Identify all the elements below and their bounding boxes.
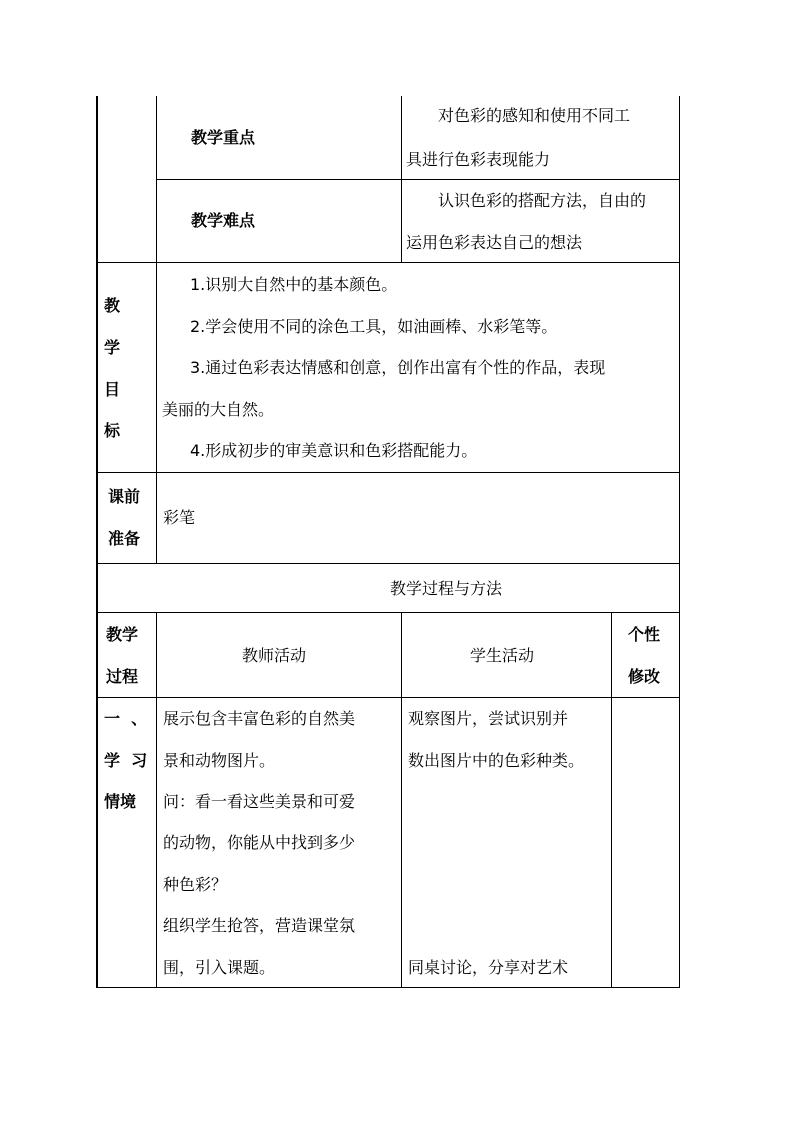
- difficulty-text-line1: 认识色彩的搭配方法，自由的: [438, 191, 647, 210]
- rule-v-prep: [156, 472, 157, 564]
- focus-label: 教学重点: [191, 128, 256, 147]
- teacher-line-6: 组织学生抢答，营造课堂氛: [163, 916, 356, 935]
- teacher-line-2: 景和动物图片。: [163, 751, 276, 770]
- rule-v-label-top: [156, 96, 157, 263]
- rule-v-col3: [611, 612, 612, 988]
- goal-item-3: 3.通过色彩表达情感和创意，创作出富有个性的作品，表现: [190, 358, 606, 377]
- focus-text-line2: 具进行色彩表现能力: [406, 150, 551, 169]
- prep-value: 彩笔: [163, 508, 196, 527]
- teacher-line-7: 围，引入课题。: [163, 958, 276, 977]
- goals-label-char-1: 教: [104, 296, 121, 315]
- header-col1-line2: 过程: [106, 667, 139, 686]
- student-line-1: 观察图片，尝试识别并: [408, 709, 569, 728]
- rule-v-col1: [156, 612, 157, 988]
- rule-goals-bottom: [96, 472, 680, 473]
- goals-label-char-2: 学: [104, 338, 121, 357]
- goal-item-1: 1.识别大自然中的基本颜色。: [190, 275, 398, 294]
- prep-label-line2: 准备: [108, 529, 141, 548]
- prep-label-line1: 课前: [108, 487, 141, 506]
- rule-v-mid-top: [401, 96, 402, 263]
- student-line-2: 数出图片中的色彩种类。: [408, 751, 585, 770]
- rule-difficulty-bottom: [96, 262, 680, 263]
- difficulty-text-line2: 运用色彩表达自己的想法: [406, 233, 583, 252]
- rule-v-goals: [156, 262, 157, 473]
- process-title: 教学过程与方法: [390, 579, 503, 598]
- rule-prep-bottom: [96, 563, 680, 564]
- teacher-line-4: 的动物，你能从中找到多少: [163, 833, 356, 852]
- stage1-label-line2: 学 习: [104, 751, 148, 770]
- goal-item-2: 2.学会使用不同的涂色工具，如油画棒、水彩笔等。: [190, 317, 558, 336]
- teacher-line-3: 问：看一看这些美景和可爱: [163, 792, 356, 811]
- table-border-left: [96, 96, 98, 988]
- focus-text-line1: 对色彩的感知和使用不同工: [438, 106, 631, 125]
- goal-item-4: 4.形成初步的审美意识和色彩搭配能力。: [190, 441, 478, 460]
- rule-v-col2: [401, 612, 402, 988]
- student-line-3: 同桌讨论，分享对艺术: [408, 958, 569, 977]
- rule-header-bottom: [96, 697, 680, 698]
- goals-label-char-4: 标: [104, 421, 121, 440]
- header-col1-line1: 教学: [106, 625, 139, 644]
- header-col2: 教师活动: [242, 646, 307, 665]
- teacher-line-1: 展示包含丰富色彩的自然美: [163, 709, 356, 728]
- difficulty-label: 教学难点: [191, 211, 256, 230]
- table-border-bottom: [96, 987, 680, 988]
- stage1-label-line1: 一 、: [104, 709, 148, 728]
- header-col4-line2: 修改: [628, 667, 661, 686]
- header-col3: 学生活动: [470, 646, 535, 665]
- goal-item-3-cont: 美丽的大自然。: [162, 400, 275, 419]
- stage1-label-line3: 情境: [104, 792, 137, 811]
- teacher-line-5: 种色彩？: [163, 875, 228, 894]
- table-border-right: [679, 96, 680, 988]
- rule-title-bottom: [96, 612, 680, 613]
- goals-label-char-3: 目: [104, 380, 121, 399]
- rule-focus-bottom: [156, 179, 680, 180]
- header-col4-line1: 个性: [628, 625, 661, 644]
